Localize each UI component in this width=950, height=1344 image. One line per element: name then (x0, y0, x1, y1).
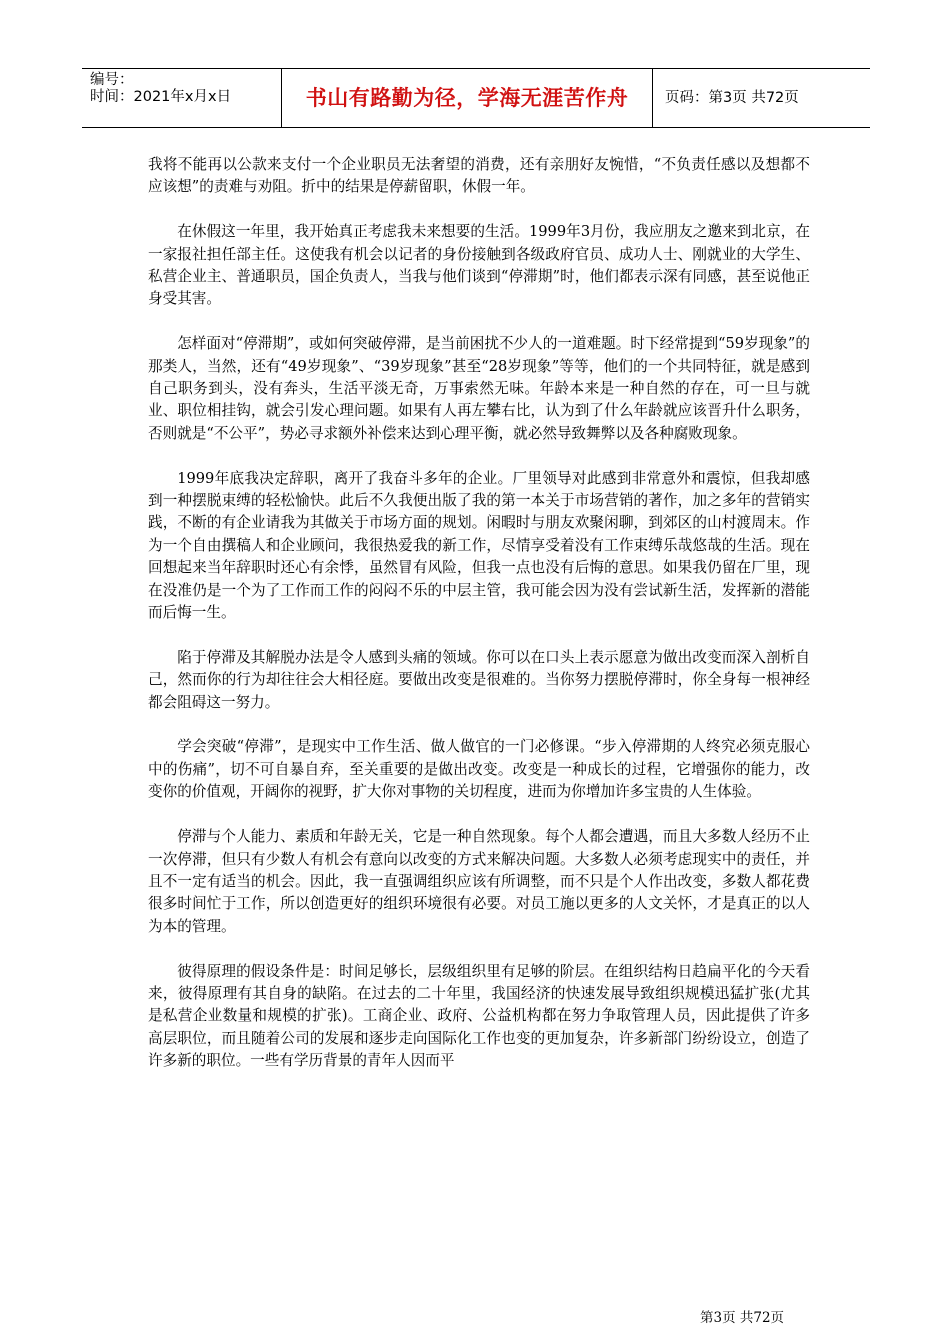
body-paragraph: 停滞与个人能力、素质和年龄无关，它是一种自然现象。每个人都会遭遇，而且大多数人经历不止一次停滞，但只有少数人有机会有意向以改变的方式来解决问题。大多数人必须考虑现实中的责任，并且不一定有适当的机会。因此，我一直强调组织应该有所调整，而不只是个人作出改变，多数人都花费很多时间忙于工作，所以创造更好的组织环境很有必要。对员工施以更多的人文关怀，才是真正的以人为本的管理。 (148, 828, 810, 935)
page-header (82, 68, 870, 128)
body-paragraph: 1999年底我决定辞职，离开了我奋斗多年的企业。厂里领导对此感到非常意外和震惊，但我却感到一种摆脱束缚的轻松愉快。此后不久我便出版了我的第一本关于市场营销的著作，加之多年的营销实践，不断的有企业请我为其做关于市场方面的规划。闲暇时与朋友欢聚闲聊，到郊区的山村渡周末。作为一个自由撰稿人和企业顾问，我很热爱我的新工作，尽情享受着没有工作束缚乐哉悠哉的生活。现在回想起来当年辞职时还心有余悸，虽然冒有风险，但我一点也没有后悔的意思。如果我仍留在厂里，现在没准仍是一个为了工作而工作的闷闷不乐的中层主管，我可能会因为没有尝试新生活，发挥新的潜能而后悔一生。 (148, 469, 810, 622)
page-footer-number: 第3页 共72页 (700, 1310, 785, 1326)
body-paragraph: 怎样面对“停滞期”，或如何突破停滞，是当前困扰不少人的一道难题。时下经常提到“59岁现象”的那类人，当然，还有“49岁现象”、“39岁现象”甚至“28岁现象”等等，他们的一个共同特征，就是感到自己职务到头，没有奔头，生活平淡无奇，万事索然无味。年龄本来是一种自然的存在，可一旦与就业、职位相挂钩，就会引发心理问题。如果有人再左攀右比，认为到了什么年龄就应该晋升什么职务，否则就是“不公平”，势必寻求额外补偿来达到心理平衡，就必然导致舞弊以及各种腐败现象。 (148, 335, 810, 442)
body-paragraph: 我将不能再以公款来支付一个企业职员无法奢望的消费，还有亲朋好友惋惜，“不负责任感以及想都不应该想”的责难与劝阻。折中的结果是停薪留职，休假一年。 (148, 156, 810, 196)
body-paragraph: 在休假这一年里，我开始真正考虑我未来想要的生活。1999年3月份，我应朋友之邀来到北京，在一家报社担任部主任。这使我有机会以记者的身份接触到各级政府官员、成功人士、刚就业的大学生、私营企业主、普通职员，国企负责人，当我与他们谈到“停滞期”时，他们都表示深有同感，甚至说他正身受其害。 (148, 223, 810, 308)
header-page-number: 页码：第3页 共72页 (665, 90, 799, 106)
header-meta-cell (82, 69, 282, 127)
header-motto: 书山有路勤为径，学海无涯苦作舟 (282, 69, 653, 127)
body-paragraph: 陷于停滞及其解脱办法是令人感到头痛的领域。你可以在口头上表示愿意为做出改变而深入剖析自己，然而你的行为却往往会大相径庭。要做出改变是很难的。当你努力摆脱停滞时，你全身每一根神经都会阻碍这一努力。 (148, 648, 810, 711)
body-paragraph: 彼得原理的假设条件是：时间足够长，层级组织里有足够的阶层。在组织结构日趋扁平化的今天看来，彼得原理有其自身的缺陷。在过去的二十年里，我国经济的快速发展导致组织规模迅猛扩张(尤其是私营企业数量和规模的扩张)。工商企业、政府、公益机构都在努力争取管理人员，因此提供了许多高层职位，而且随着公司的发展和逐步走向国际化工作也变的更加复杂，许多新部门纷纷设立，创造了许多新的职位。一些有学历背景的青年人因而平 (148, 962, 810, 1070)
document-body (148, 154, 810, 1095)
document-date-label: 时间：2021年x月x日 (90, 89, 232, 105)
body-paragraph: 学会突破“停滞”，是现实中工作生活、做人做官的一门必修课。“步入停滞期的人终究必须克服心中的伤痛”，切不可自暴自弃，至关重要的是做出改变。改变是一种成长的过程，它增强你的能力，改变你的价值观，开阔你的视野，扩大你对事物的关切程度，进而为你增加许多宝贵的人生体验。 (148, 738, 810, 801)
document-number-label: 编号： (90, 72, 134, 88)
